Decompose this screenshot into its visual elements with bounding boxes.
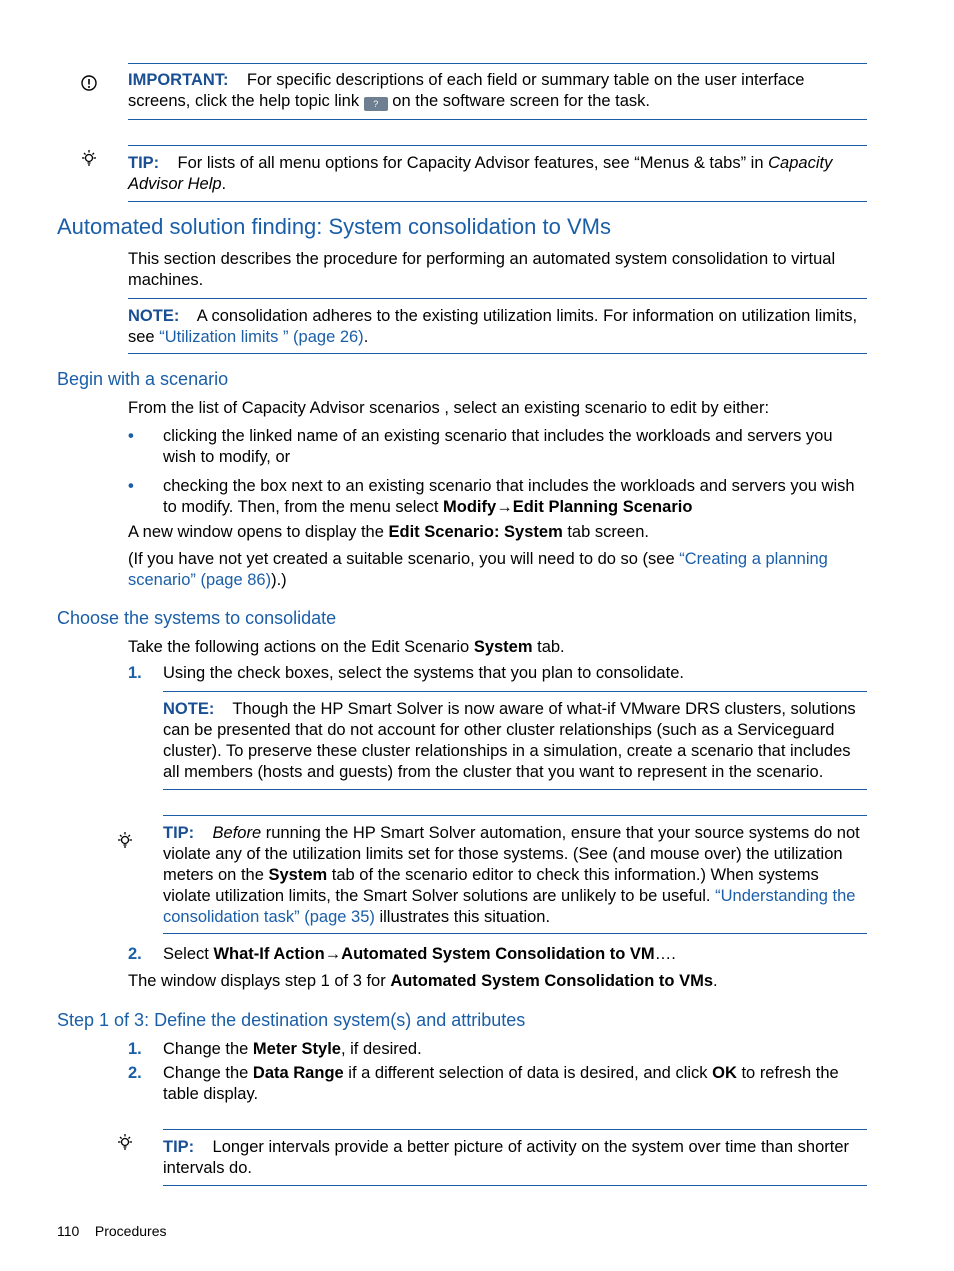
- page-number: 110: [57, 1223, 80, 1239]
- step-1-number: 1.: [128, 664, 142, 682]
- begin-window-text: [128, 522, 868, 543]
- tip1-top-rule: [128, 145, 867, 146]
- menu-arrow: →: [496, 498, 513, 516]
- begin-bullet-2: [163, 476, 867, 518]
- section-note-text: A consolidation adheres to the existing utilization limits. For information on utilization limits, see: [128, 307, 858, 346]
- bullet-2-marker: •: [128, 477, 134, 495]
- edit-scenario-system-tab: Edit Scenario: System: [388, 523, 563, 541]
- choose-note-bottom-rule: [163, 789, 867, 790]
- begin-lead: From the list of Capacity Advisor scenarios , select an existing scenario to edit by either:: [128, 399, 770, 417]
- important-text-b: on the software screen for the task.: [392, 92, 651, 110]
- automated-consolidation-menu: Automated System Consolidation to VM: [341, 945, 655, 963]
- tip1-italic: Capacity Advisor Help: [128, 154, 833, 193]
- choose-tip-text-c: illustrates this situation.: [379, 908, 551, 926]
- section-note-top-rule: [128, 298, 867, 299]
- creating-planning-scenario-link[interactable]: “Creating a planning scenario” (page 86): [128, 550, 828, 589]
- window-text-c: tab screen.: [567, 523, 649, 541]
- choose-step-2: [163, 944, 867, 965]
- choose-note: [163, 699, 868, 783]
- important-text-a: For specific descriptions of each field or summary table on the user interface screens, click the help topic link: [128, 71, 805, 110]
- s2-number: 2.: [128, 1064, 142, 1082]
- step1of3-tip-bottom-rule: [163, 1185, 867, 1186]
- s2-text-c: if a different selection of data is desired, and click: [348, 1064, 708, 1082]
- important-icon: [80, 74, 98, 92]
- what-if-action-menu: What-If Action: [213, 945, 325, 963]
- choose-lead-c: tab.: [537, 638, 565, 656]
- choose-tip-system: System: [268, 866, 328, 884]
- choose-note-text: Though the HP Smart Solver is now aware of what-if VMware DRS clusters, solutions can be presented that do not account for other cluster relationships (such as a Serviceguard cluster). To preserve these cluster relationships in a simulation, create a scenario that includes all members (hosts and guests) from the cluster that you want to represent in the scenario.: [163, 700, 856, 781]
- important-top-rule: [128, 63, 867, 64]
- data-range-label: Data Range: [252, 1064, 344, 1082]
- section-note: [128, 306, 868, 348]
- after-text-bold: Automated System Consolidation to VMs: [390, 972, 714, 990]
- choose-tip: [163, 823, 868, 928]
- choose-lead-a: Take the following actions on the Edit Scenario: [128, 638, 470, 656]
- tip1-bottom-rule: [128, 201, 867, 202]
- s1-number: 1.: [128, 1040, 142, 1058]
- choose-tip-top-rule: [163, 815, 867, 816]
- section-note-label: NOTE:: [128, 307, 180, 325]
- begin-bullet-1: clicking the linked name of an existing scenario that includes the workloads and servers you wish to modify, or: [163, 427, 833, 466]
- window-text-a: A new window opens to display the: [128, 523, 384, 541]
- step1of3-tip: [163, 1137, 868, 1179]
- begin-paren-text: [128, 549, 868, 591]
- step-2-number: 2.: [128, 945, 142, 963]
- begin-title: Begin with a scenario: [57, 369, 229, 389]
- edit-planning-scenario-menu: Edit Planning Scenario: [512, 498, 693, 516]
- important-note: [128, 70, 868, 112]
- bullet-2-text: checking the box next to an existing scenario that includes the workloads and servers you wish to modify. Then, from the menu select: [163, 477, 855, 516]
- modify-menu: Modify: [443, 498, 497, 516]
- tip1-label: TIP:: [128, 154, 160, 172]
- after-text-c: .: [713, 972, 718, 990]
- choose-title: Choose the systems to consolidate: [57, 608, 337, 628]
- choose-tip-label: TIP:: [163, 824, 195, 842]
- lightbulb-icon: [116, 1133, 134, 1151]
- choose-note-label: NOTE:: [163, 700, 215, 718]
- paren-text-a: (If you have not yet created a suitable scenario, you will need to do so (see: [128, 550, 675, 568]
- ok-label: OK: [712, 1064, 737, 1082]
- lightbulb-icon: [80, 149, 98, 167]
- footer-section: Procedures: [94, 1223, 167, 1239]
- lightbulb-icon: [116, 831, 134, 849]
- utilization-limits-link[interactable]: “Utilization limits ” (page 26): [159, 328, 364, 346]
- s2-text-a: Change the: [163, 1064, 249, 1082]
- step1of3-item-2: [163, 1063, 867, 1105]
- choose-tip-text-b: tab of the scenario editor to check this information.) When systems violate utilization limits, the Smart Solver solutions are unlikely to be useful.: [163, 866, 819, 905]
- s1-text-c: , if desired.: [340, 1040, 422, 1058]
- paren-text-b: ).): [271, 571, 287, 589]
- page-footer: [57, 1222, 166, 1240]
- tip1-text-b: .: [221, 175, 227, 193]
- tip1-note: [128, 153, 868, 195]
- section-note-bottom-rule: [128, 353, 867, 354]
- step1of3-tip-top-rule: [163, 1129, 867, 1130]
- choose-lead: [128, 637, 868, 658]
- choose-after: [128, 971, 868, 992]
- section-note-end: .: [363, 328, 369, 346]
- important-label: IMPORTANT:: [128, 71, 229, 89]
- step1of3-item-1: [163, 1039, 867, 1060]
- section-intro: This section describes the procedure for performing an automated system consolidation to virtual machines.: [128, 250, 836, 289]
- choose-note-top-rule: [163, 691, 867, 692]
- step1of3-tip-label: TIP:: [163, 1138, 195, 1156]
- meter-style-label: Meter Style: [252, 1040, 341, 1058]
- s2-text-e: to refresh the table display.: [163, 1064, 839, 1103]
- section-title: Automated solution finding: System consolidation to VMs: [57, 214, 611, 239]
- choose-step-1: Using the check boxes, select the systems that you plan to consolidate.: [163, 664, 684, 682]
- choose-tip-bottom-rule: [163, 933, 867, 934]
- tip1-text-a: For lists of all menu options for Capacity Advisor features, see “Menus & tabs” in: [177, 154, 764, 172]
- understanding-consolidation-link[interactable]: “Understanding the consolidation task” (page 35): [163, 887, 856, 926]
- step-2-ellipsis: ….: [654, 945, 676, 963]
- choose-tip-italic: Before: [212, 824, 262, 842]
- step1of3-title: Step 1 of 3: Define the destination system(s) and attributes: [57, 1010, 526, 1030]
- choose-tip-text-a: running the HP Smart Solver automation, ensure that your source systems do not violate any of the utilization limits set for those systems. (See (and mouse over) the utilization meters on the: [163, 824, 860, 884]
- bullet-1-marker: •: [128, 427, 134, 445]
- choose-lead-system: System: [473, 638, 533, 656]
- step-2-text: Select: [163, 945, 209, 963]
- help-topic-icon[interactable]: ?: [364, 97, 388, 111]
- menu-arrow: →: [324, 945, 342, 963]
- s1-text-a: Change the: [163, 1040, 249, 1058]
- step1of3-tip-text: Longer intervals provide a better picture of activity on the system over time than shorter intervals do.: [163, 1138, 849, 1177]
- after-text-a: The window displays step 1 of 3 for: [128, 972, 386, 990]
- important-bottom-rule: [128, 119, 867, 120]
